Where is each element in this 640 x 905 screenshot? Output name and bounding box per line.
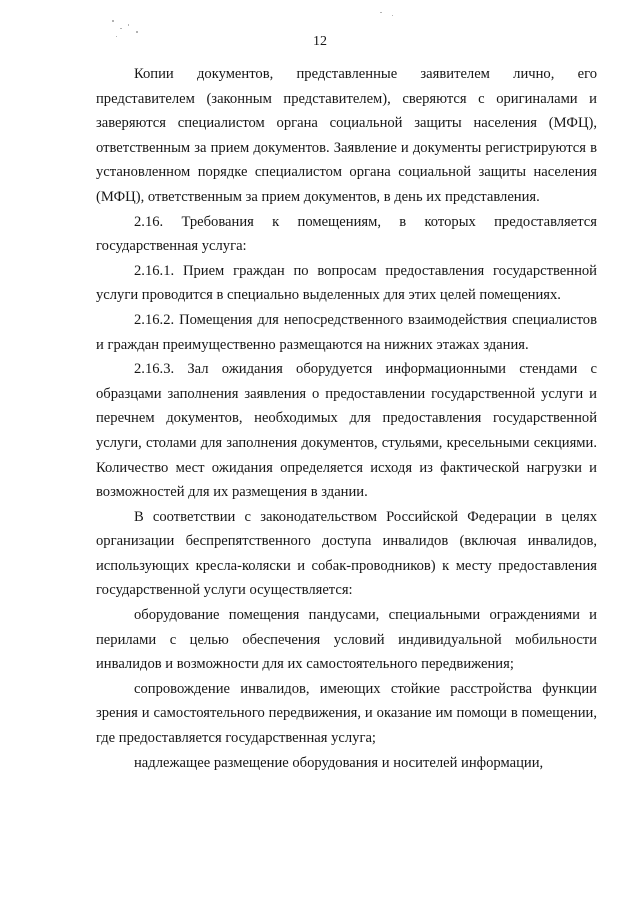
scan-speck: [392, 15, 393, 16]
paragraph-2-16-1: 2.16.1. Прием граждан по вопросам предоставления государственной услуги проводится в специально выделенных для этих целей помещениях.: [96, 262, 597, 304]
paragraph-escort: сопровождение инвалидов, имеющих стойкие расстройства функции зрения и самостоятельного передвижения, и оказание им помощи в помещении, где предоставляется государственная услуга;: [96, 680, 597, 747]
scan-speck: [380, 12, 382, 13]
scan-speck: [128, 24, 129, 26]
scan-speck: [120, 28, 122, 29]
paragraph-disabled-access: В соответствии с законодательством Российской Федерации в целях организации беспрепятственного доступа инвалидов (включая инвалидов, использующих кресла-коляски и собак-проводников) к месту предоставления государственной услуги осуществляется:: [96, 508, 597, 599]
paragraph-2-16-3: 2.16.3. Зал ожидания оборудуется информационными стендами с образцами заполнения заявления о предоставлении государственной услуги и перечнем документов, необходимых для предоставления государственной услуги, столами для заполнения документов, стульями, кресельными секциями. Количество мест ожидания определяется исходя из фактической нагрузки и возможностей для их размещения в здании.: [96, 361, 597, 501]
paragraph-ramps: оборудование помещения пандусами, специальными ограждениями и перилами с целью обеспечения условий индивидуальной мобильности инвалидов и возможности для их самостоятельного передвижения;: [96, 607, 597, 673]
scan-speck: [112, 20, 114, 22]
paragraph-2-16: 2.16. Требования к помещениям, в которых предоставляется государственная услуга:: [96, 213, 597, 255]
scan-speck: [136, 31, 138, 33]
page-number: 12: [313, 34, 327, 49]
paragraph-2-16-2: 2.16.2. Помещения для непосредственного взаимодействия специалистов и граждан преимущественно размещаются на нижних этажах здания.: [96, 311, 597, 353]
paragraph-equipment: надлежащее размещение оборудования и носителей информации,: [134, 754, 544, 771]
document-body: [96, 62, 597, 775]
paragraph-document-copies: Копии документов, представленные заявителем лично, его представителем (законным представителем), сверяются с оригиналами и заверяются специалистом органа социальной защиты населения (МФЦ), ответственным за прием документов. Заявление и документы регистрируются в установленном порядке специалистом органа социальной защиты населения (МФЦ), ответственным за прием документов, в день их представления.: [96, 66, 597, 205]
scan-speck: [116, 36, 117, 37]
